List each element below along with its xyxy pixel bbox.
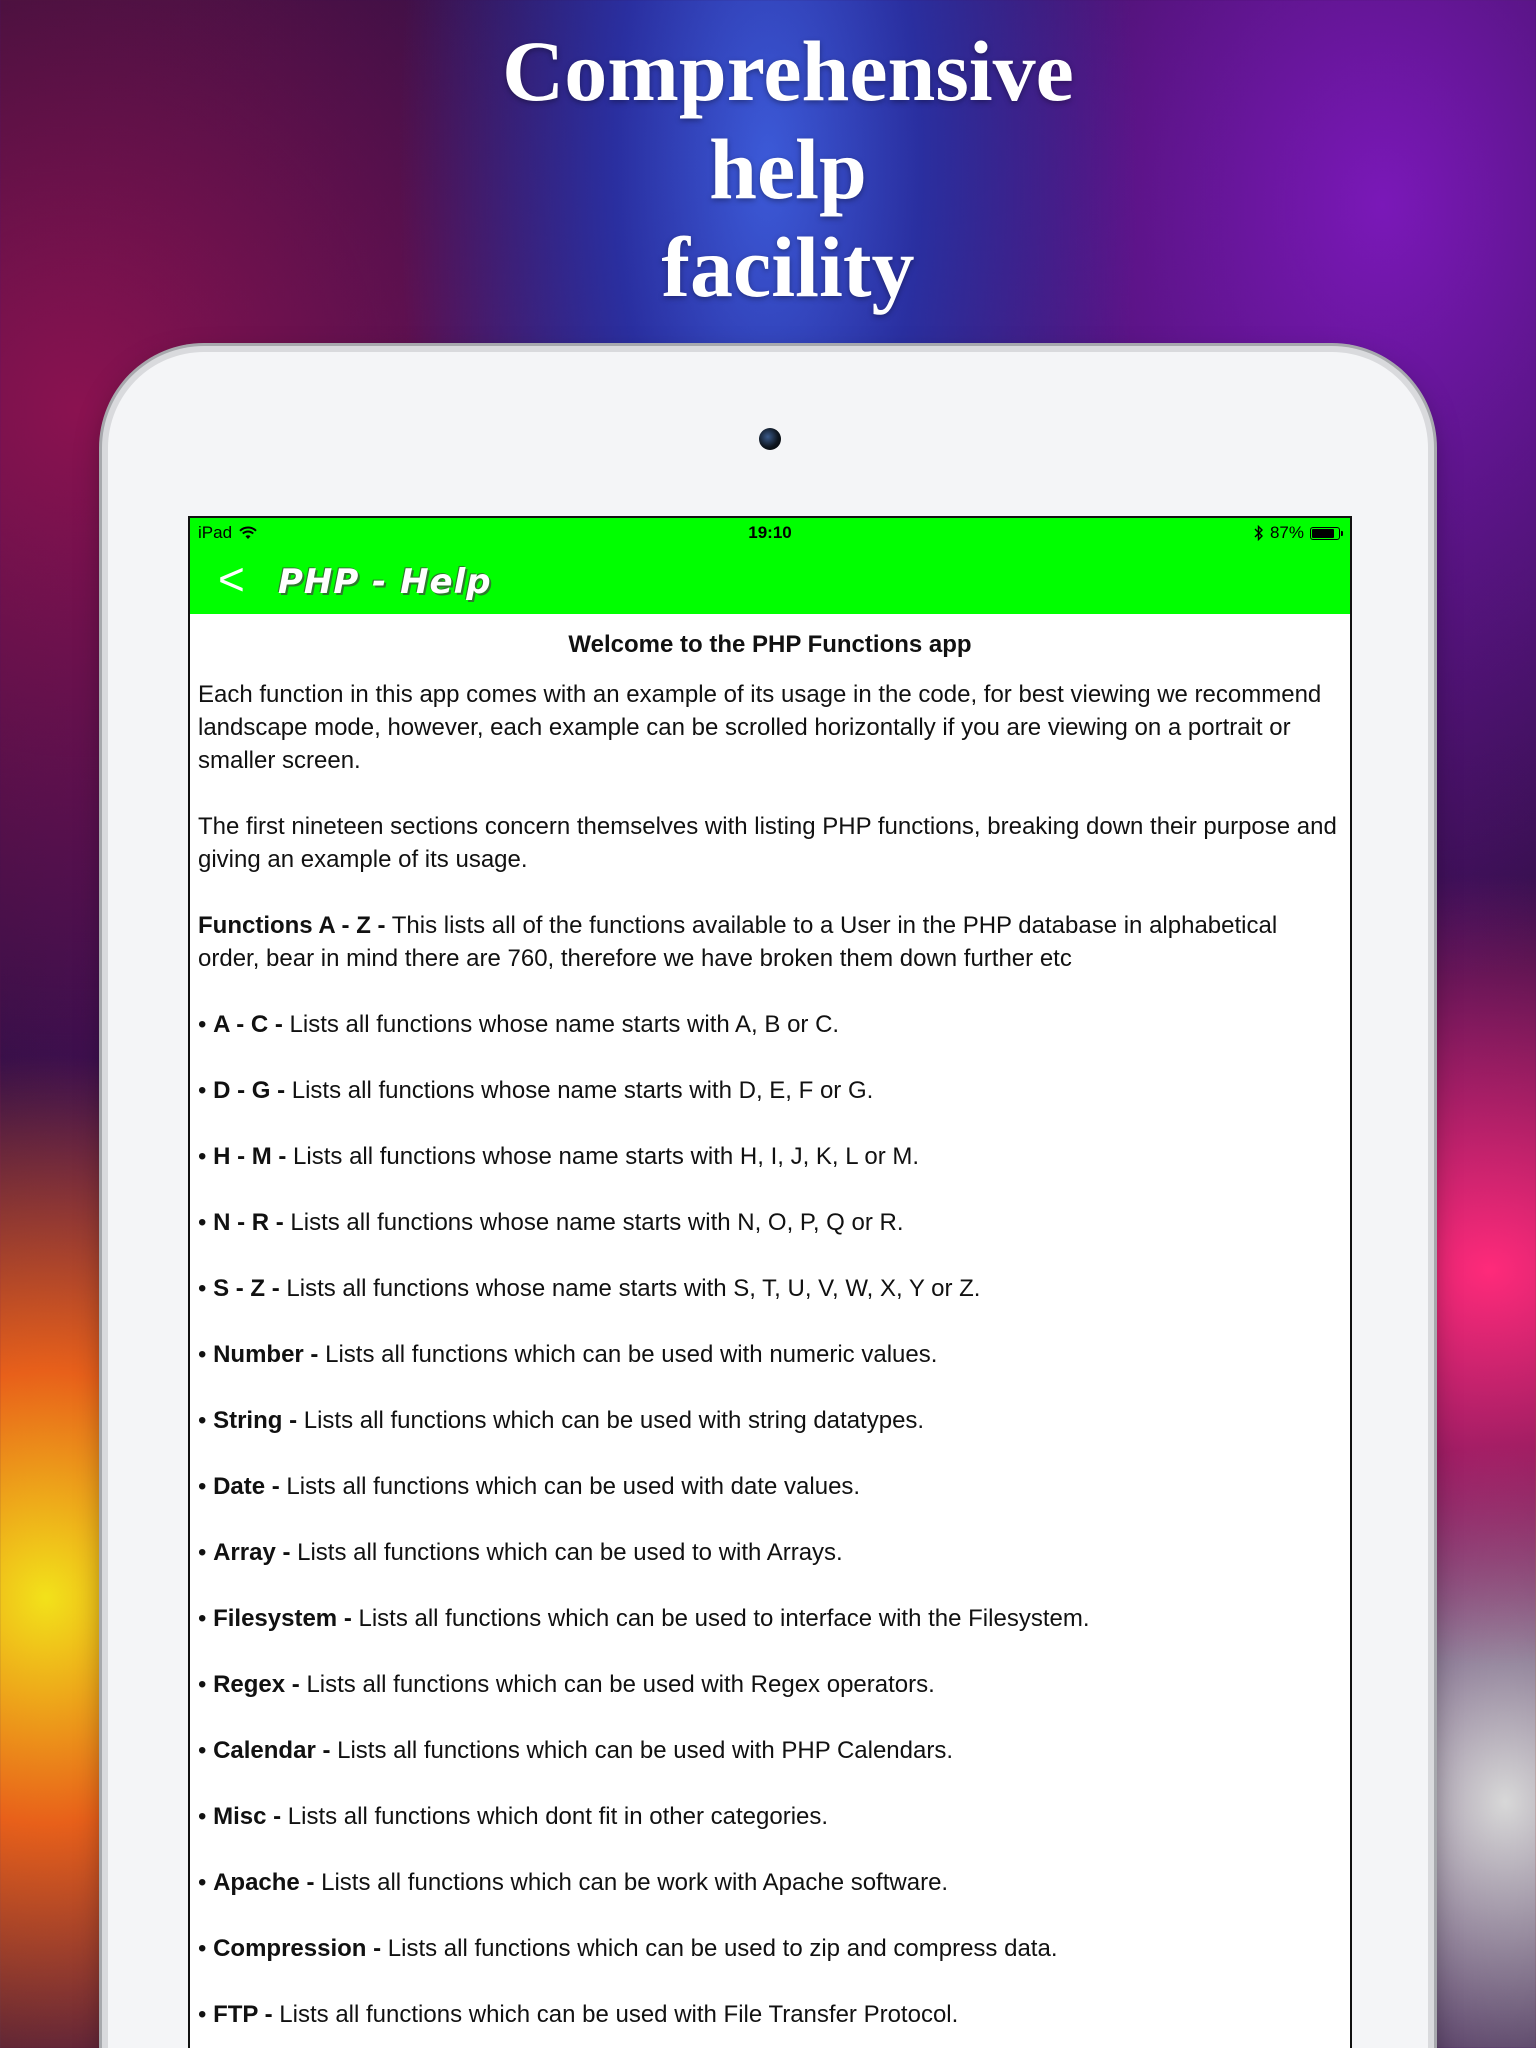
section-description: Lists all functions which can be used with File Transfer Protocol. — [272, 2001, 959, 2028]
section-item — [198, 1338, 1342, 1371]
hero-title — [0, 22, 1536, 316]
section-description: Lists all functions which can be used with Regex operators. — [299, 1671, 935, 1698]
section-description: Lists all functions which can be used to with Arrays. — [290, 1539, 843, 1566]
section-label: Misc - — [213, 1803, 282, 1830]
section-label: Apache - — [213, 1869, 315, 1896]
section-description: Lists all functions which can be used to interface with the Filesystem. — [351, 1605, 1090, 1632]
section-item — [198, 1998, 1342, 2031]
section-item — [198, 1866, 1342, 1899]
ipad-frame — [108, 352, 1428, 2048]
section-description: Lists all functions whose name starts with S, T, U, V, W, X, Y or Z. — [279, 1275, 981, 1302]
help-heading: Welcome to the PHP Functions app — [568, 631, 972, 658]
bullet-icon: • — [198, 1407, 214, 1434]
back-button[interactable]: < — [218, 553, 245, 605]
bullet-icon: • — [198, 1803, 214, 1830]
section-label: N - R - — [213, 1209, 284, 1236]
nav-bar — [190, 548, 1350, 614]
app-screen — [188, 516, 1352, 2048]
section-label: Calendar - — [213, 1737, 331, 1764]
section-label: Compression - — [213, 1935, 382, 1962]
section-item — [198, 1140, 1342, 1173]
help-content — [190, 614, 1350, 2031]
section-label: Array - — [213, 1539, 291, 1566]
section-description: Lists all functions which can be used to zip and compress data. — [381, 1935, 1058, 1962]
section-item — [198, 1206, 1342, 1239]
status-time: 19:10 — [748, 523, 792, 542]
section-item — [198, 1602, 1342, 1635]
status-bar — [190, 518, 1350, 548]
camera-icon — [759, 428, 781, 450]
bullet-icon: • — [198, 1935, 214, 1962]
section-description: Lists all functions whose name starts with N, O, P, Q or R. — [283, 1209, 904, 1236]
section-description: Lists all functions which can be used with string datatypes. — [297, 1407, 925, 1434]
bullet-icon: • — [198, 1341, 214, 1368]
section-label: Regex - — [213, 1671, 300, 1698]
bullet-icon: • — [198, 1671, 214, 1698]
section-description: Lists all functions which can be work with Apache software. — [314, 1869, 949, 1896]
bullet-icon: • — [198, 1473, 214, 1500]
section-description: Lists all functions whose name starts with D, E, F or G. — [285, 1077, 874, 1104]
section-item — [198, 1404, 1342, 1437]
bullet-icon: • — [198, 1011, 214, 1038]
device-label: iPad — [198, 523, 233, 542]
section-label: String - — [213, 1407, 298, 1434]
section-description: Lists all functions which can be used with PHP Calendars. — [330, 1737, 953, 1764]
bullet-icon: • — [198, 2001, 214, 2028]
section-label: Number - — [213, 1341, 319, 1368]
section-item — [198, 1668, 1342, 1701]
battery-percent: 87% — [1269, 523, 1304, 542]
section-label: FTP - — [213, 2001, 273, 2028]
section-description: Lists all functions whose name starts with H, I, J, K, L or M. — [286, 1143, 920, 1170]
section-label: A - C - — [213, 1011, 283, 1038]
section-item — [198, 1536, 1342, 1569]
bullet-icon: • — [198, 1077, 214, 1104]
section-item — [198, 1272, 1342, 1305]
functions-az-text: This lists all of the functions available to a User in the PHP database in alphabetical order, bear in mind there are 760, therefore we have broken them down further etc — [198, 912, 1278, 972]
hero-line-3: facility — [661, 219, 915, 315]
section-item — [198, 1470, 1342, 1503]
functions-az-label: Functions A - Z - — [198, 912, 386, 939]
section-description: Lists all functions which can be used with date values. — [279, 1473, 861, 1500]
section-description: Lists all functions which dont fit in other categories. — [281, 1803, 829, 1830]
intro-paragraph-1: Each function in this app comes with an example of its usage in the code, for best viewing we recommend landscape mode, however, each example can be scrolled horizontally if you are viewing on a portrait or smaller screen. — [198, 681, 1322, 774]
section-item — [198, 1734, 1342, 1767]
section-label: Date - — [213, 1473, 280, 1500]
bullet-icon: • — [198, 1869, 214, 1896]
section-description: Lists all functions which can be used with numeric values. — [318, 1341, 938, 1368]
section-list — [198, 1008, 1342, 2031]
section-label: H - M - — [213, 1143, 287, 1170]
bullet-icon: • — [198, 1605, 214, 1632]
section-label: D - G - — [213, 1077, 286, 1104]
status-right — [1254, 523, 1340, 543]
section-item — [198, 1800, 1342, 1833]
bullet-icon: • — [198, 1143, 214, 1170]
section-label: Filesystem - — [213, 1605, 352, 1632]
functions-az-paragraph — [198, 909, 1342, 975]
battery-fill — [1312, 529, 1334, 538]
section-description: Lists all functions whose name starts with A, B or C. — [282, 1011, 840, 1038]
hero-line-1: Comprehensive — [502, 23, 1074, 119]
section-item — [198, 1008, 1342, 1041]
bullet-icon: • — [198, 1275, 214, 1302]
nav-title: PHP - Help — [278, 562, 492, 602]
section-label: S - Z - — [213, 1275, 280, 1302]
bullet-icon: • — [198, 1209, 214, 1236]
intro-paragraph-2: The first nineteen sections concern themselves with listing PHP functions, breaking down their purpose and giving an example of its usage. — [198, 813, 1337, 873]
bluetooth-icon — [1254, 525, 1264, 541]
hero-line-2: help — [709, 121, 867, 217]
battery-icon — [1310, 527, 1340, 540]
bullet-icon: • — [198, 1539, 214, 1566]
section-item — [198, 1932, 1342, 1965]
section-item — [198, 1074, 1342, 1107]
bullet-icon: • — [198, 1737, 214, 1764]
